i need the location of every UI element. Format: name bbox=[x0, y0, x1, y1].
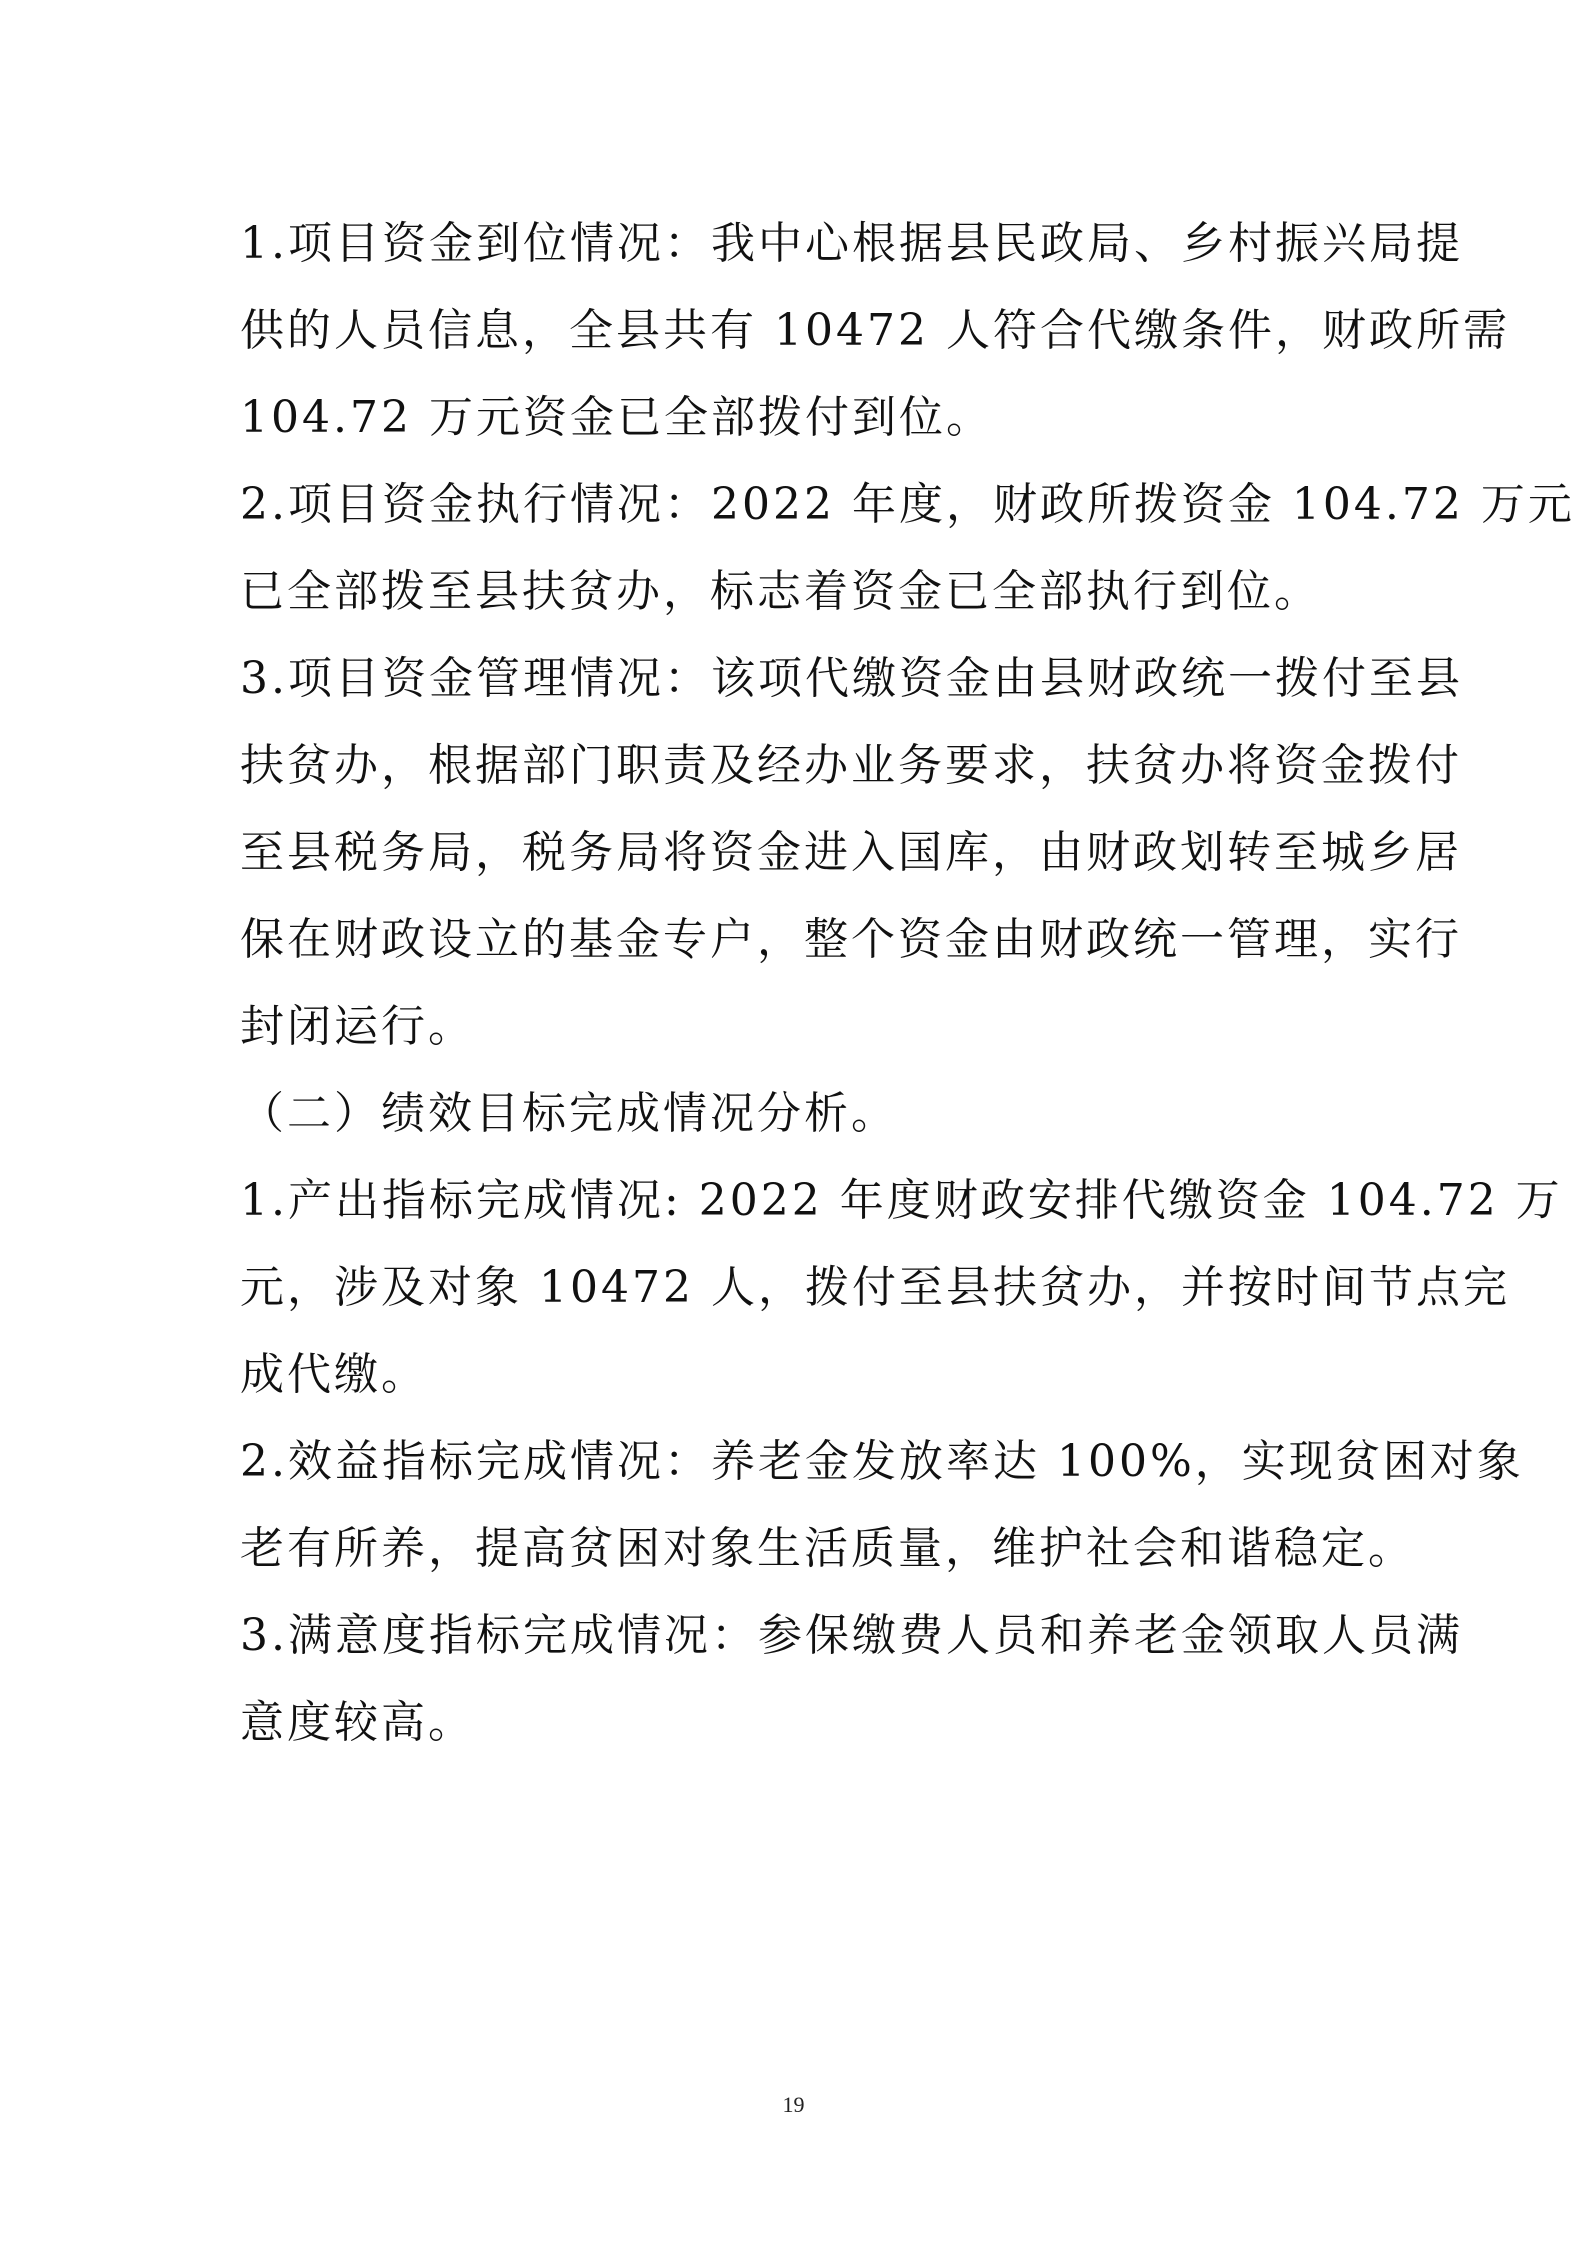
text-line: 意度较高。 bbox=[240, 1697, 475, 1748]
text-line: 1.产出指标完成情况: 2022 年度财政安排代缴资金 104.72 万 bbox=[240, 1175, 1563, 1226]
text-line: 至县税务局，税务局将资金进入国库，由财政划转至城乡居 bbox=[240, 827, 1462, 878]
text-line: 1.项目资金到位情况：我中心根据县民政局、乡村振兴局提 bbox=[240, 218, 1463, 269]
text-line: 104.72 万元资金已全部拨付到位。 bbox=[240, 392, 993, 443]
text-line: 元，涉及对象 10472 人，拨付至县扶贫办，并按时间节点完 bbox=[240, 1262, 1510, 1313]
text-line: 成代缴。 bbox=[240, 1349, 428, 1400]
text-line: 3.满意度指标完成情况：参保缴费人员和养老金领取人员满 bbox=[240, 1610, 1463, 1661]
text-line: 扶贫办，根据部门职责及经办业务要求，扶贫办将资金拨付 bbox=[240, 740, 1462, 791]
text-line: 供的人员信息，全县共有 10472 人符合代缴条件，财政所需 bbox=[240, 305, 1510, 356]
text-line: 已全部拨至县扶贫办，标志着资金已全部执行到位。 bbox=[240, 566, 1321, 617]
paragraph-benefit-indicators bbox=[240, 1418, 1524, 1592]
paragraph-funds-arrival bbox=[240, 200, 1510, 461]
paragraph-funds-management bbox=[240, 635, 1463, 1070]
page-number: 19 bbox=[782, 2092, 805, 2117]
paragraph-funds-execution bbox=[240, 461, 1575, 635]
text-line: 3.项目资金管理情况：该项代缴资金由县财政统一拨付至县 bbox=[240, 653, 1463, 704]
text-line: 2.项目资金执行情况：2022 年度，财政所拨资金 104.72 万元 bbox=[240, 479, 1575, 530]
text-line: 封闭运行。 bbox=[240, 1001, 475, 1052]
section-heading bbox=[240, 1070, 1350, 1157]
page-body bbox=[240, 200, 1575, 1766]
text-line: 保在财政设立的基金专户，整个资金由财政统一管理，实行 bbox=[240, 914, 1462, 965]
paragraph-output-indicators bbox=[240, 1157, 1563, 1418]
text-line: 老有所养，提高贫困对象生活质量，维护社会和谐稳定。 bbox=[240, 1523, 1415, 1574]
paragraph-satisfaction-indicators bbox=[240, 1592, 1463, 1766]
text-line: （二）绩效目标完成情况分析。 bbox=[240, 1088, 898, 1139]
text-line: 2.效益指标完成情况：养老金发放率达 100%，实现贫困对象 bbox=[240, 1436, 1524, 1487]
